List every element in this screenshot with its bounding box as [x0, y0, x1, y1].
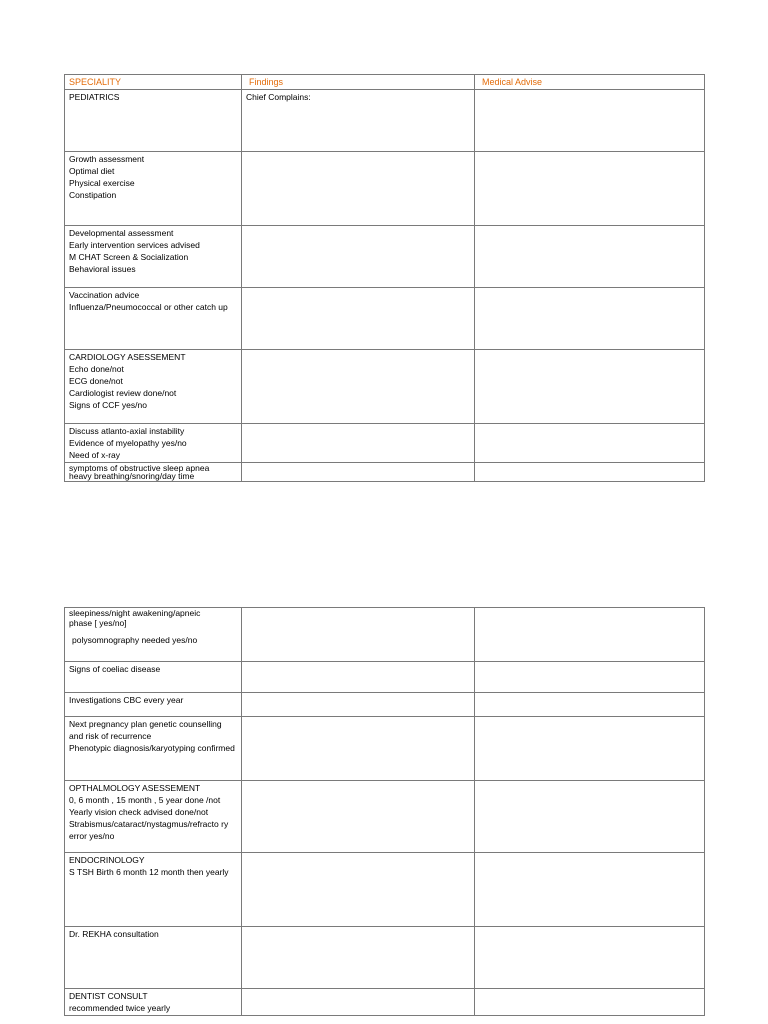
speciality-cell — [65, 608, 242, 662]
speciality-line: sleepiness/night awakening/apneic — [69, 608, 201, 618]
medical-advise-cell — [475, 717, 705, 781]
speciality-line: 0, 6 month , 15 month , 5 year done /not — [69, 795, 221, 805]
speciality-line: OPTHALMOLOGY ASESSEMENT — [69, 783, 201, 793]
medical-advise-cell — [475, 350, 705, 424]
findings-cell — [242, 693, 475, 717]
speciality-line: Next pregnancy plan genetic counselling and risk of recurrence — [69, 719, 222, 741]
speciality-line: S TSH Birth 6 month 12 month then yearly — [69, 867, 229, 877]
findings-cell — [242, 781, 475, 853]
speciality-line: polysomnography needed yes/no — [72, 635, 198, 645]
speciality-line: Investigations CBC every year — [69, 695, 184, 705]
speciality-line: Cardiologist review done/not — [69, 388, 177, 398]
speciality-line: DENTIST CONSULT — [69, 991, 148, 1001]
speciality-cell — [65, 853, 242, 927]
speciality-cell — [65, 717, 242, 781]
speciality-cell — [65, 288, 242, 350]
medical-advise-cell — [475, 90, 705, 152]
speciality-cell — [65, 693, 242, 717]
assessment-table-bottom — [64, 607, 705, 1016]
speciality-cell — [65, 463, 242, 482]
findings-text: Chief Complains: — [246, 92, 311, 102]
findings-cell — [242, 90, 475, 152]
medical-advise-cell — [475, 662, 705, 693]
speciality-line: phase [ yes/no] — [69, 618, 127, 628]
speciality-line: Discuss atlanto-axial instability — [69, 426, 185, 436]
medical-advise-cell — [475, 927, 705, 989]
speciality-line: Phenotypic diagnosis/karyotyping confirmed — [69, 743, 235, 753]
speciality-cell — [65, 989, 242, 1016]
speciality-line: Echo done/not — [69, 364, 124, 374]
header-medical-advise: Medical Advise — [475, 75, 705, 90]
speciality-line: Physical exercise — [69, 178, 135, 188]
speciality-line: Optimal diet — [69, 166, 115, 176]
medical-advise-cell — [475, 608, 705, 662]
speciality-line: Strabismus/cataract/nystagmus/refracto ry error yes/no — [69, 819, 229, 841]
speciality-cell — [65, 226, 242, 288]
speciality-line: symptoms of obstructive sleep apnea — [69, 463, 210, 473]
table-row — [65, 662, 705, 693]
speciality-line: Yearly vision check advised done/not — [69, 807, 209, 817]
assessment-table-top — [64, 74, 705, 482]
speciality-line: recommended twice yearly — [69, 1003, 171, 1013]
speciality-line: Influenza/Pneumococcal or other catch up — [69, 302, 228, 312]
findings-cell — [242, 608, 475, 662]
medical-advise-cell — [475, 152, 705, 226]
header-findings: Findings — [242, 75, 475, 90]
speciality-line: PEDIATRICS — [69, 92, 120, 102]
speciality-line: Dr. REKHA consultation — [69, 929, 159, 939]
table-row — [65, 152, 705, 226]
speciality-cell — [65, 927, 242, 989]
table-row — [65, 350, 705, 424]
medical-advise-cell — [475, 853, 705, 927]
speciality-line: Developmental assessment — [69, 228, 174, 238]
findings-cell — [242, 152, 475, 226]
findings-cell — [242, 853, 475, 927]
medical-advise-cell — [475, 288, 705, 350]
speciality-line: Need of x-ray — [69, 450, 121, 460]
findings-cell — [242, 463, 475, 482]
header-row — [65, 75, 705, 90]
speciality-line: Signs of coeliac disease — [69, 664, 161, 674]
table-row — [65, 463, 705, 482]
speciality-line: heavy breathing/snoring/day time — [69, 471, 195, 481]
speciality-line: CARDIOLOGY ASESSEMENT — [69, 352, 186, 362]
speciality-line: Growth assessment — [69, 154, 145, 164]
table-row — [65, 608, 705, 662]
table-row — [65, 693, 705, 717]
findings-cell — [242, 662, 475, 693]
table-row — [65, 717, 705, 781]
findings-cell — [242, 717, 475, 781]
table-row — [65, 989, 705, 1016]
speciality-line: Vaccination advice — [69, 290, 140, 300]
speciality-line: ENDOCRINOLOGY — [69, 855, 145, 865]
findings-cell — [242, 989, 475, 1016]
table-row — [65, 226, 705, 288]
speciality-line: Behavioral issues — [69, 264, 136, 274]
medical-advise-cell — [475, 781, 705, 853]
table-row — [65, 927, 705, 989]
findings-cell — [242, 288, 475, 350]
speciality-line: Signs of CCF yes/no — [69, 400, 147, 410]
speciality-line: Early intervention services advised — [69, 240, 200, 250]
medical-advise-cell — [475, 463, 705, 482]
speciality-cell — [65, 424, 242, 463]
speciality-line: ECG done/not — [69, 376, 123, 386]
speciality-cell — [65, 662, 242, 693]
table-row — [65, 288, 705, 350]
speciality-cell — [65, 781, 242, 853]
table-row — [65, 90, 705, 152]
table-row — [65, 853, 705, 927]
medical-advise-cell — [475, 226, 705, 288]
findings-cell — [242, 226, 475, 288]
medical-advise-cell — [475, 989, 705, 1016]
speciality-line: Evidence of myelopathy yes/no — [69, 438, 187, 448]
table-row — [65, 424, 705, 463]
medical-advise-cell — [475, 693, 705, 717]
medical-advise-cell — [475, 424, 705, 463]
speciality-cell — [65, 152, 242, 226]
speciality-cell — [65, 90, 242, 152]
speciality-line: Constipation — [69, 190, 117, 200]
findings-cell — [242, 424, 475, 463]
findings-cell — [242, 927, 475, 989]
speciality-line: M CHAT Screen & Socialization — [69, 252, 189, 262]
speciality-cell — [65, 350, 242, 424]
header-speciality: SPECIALITY — [65, 75, 242, 90]
table-row — [65, 781, 705, 853]
findings-cell — [242, 350, 475, 424]
